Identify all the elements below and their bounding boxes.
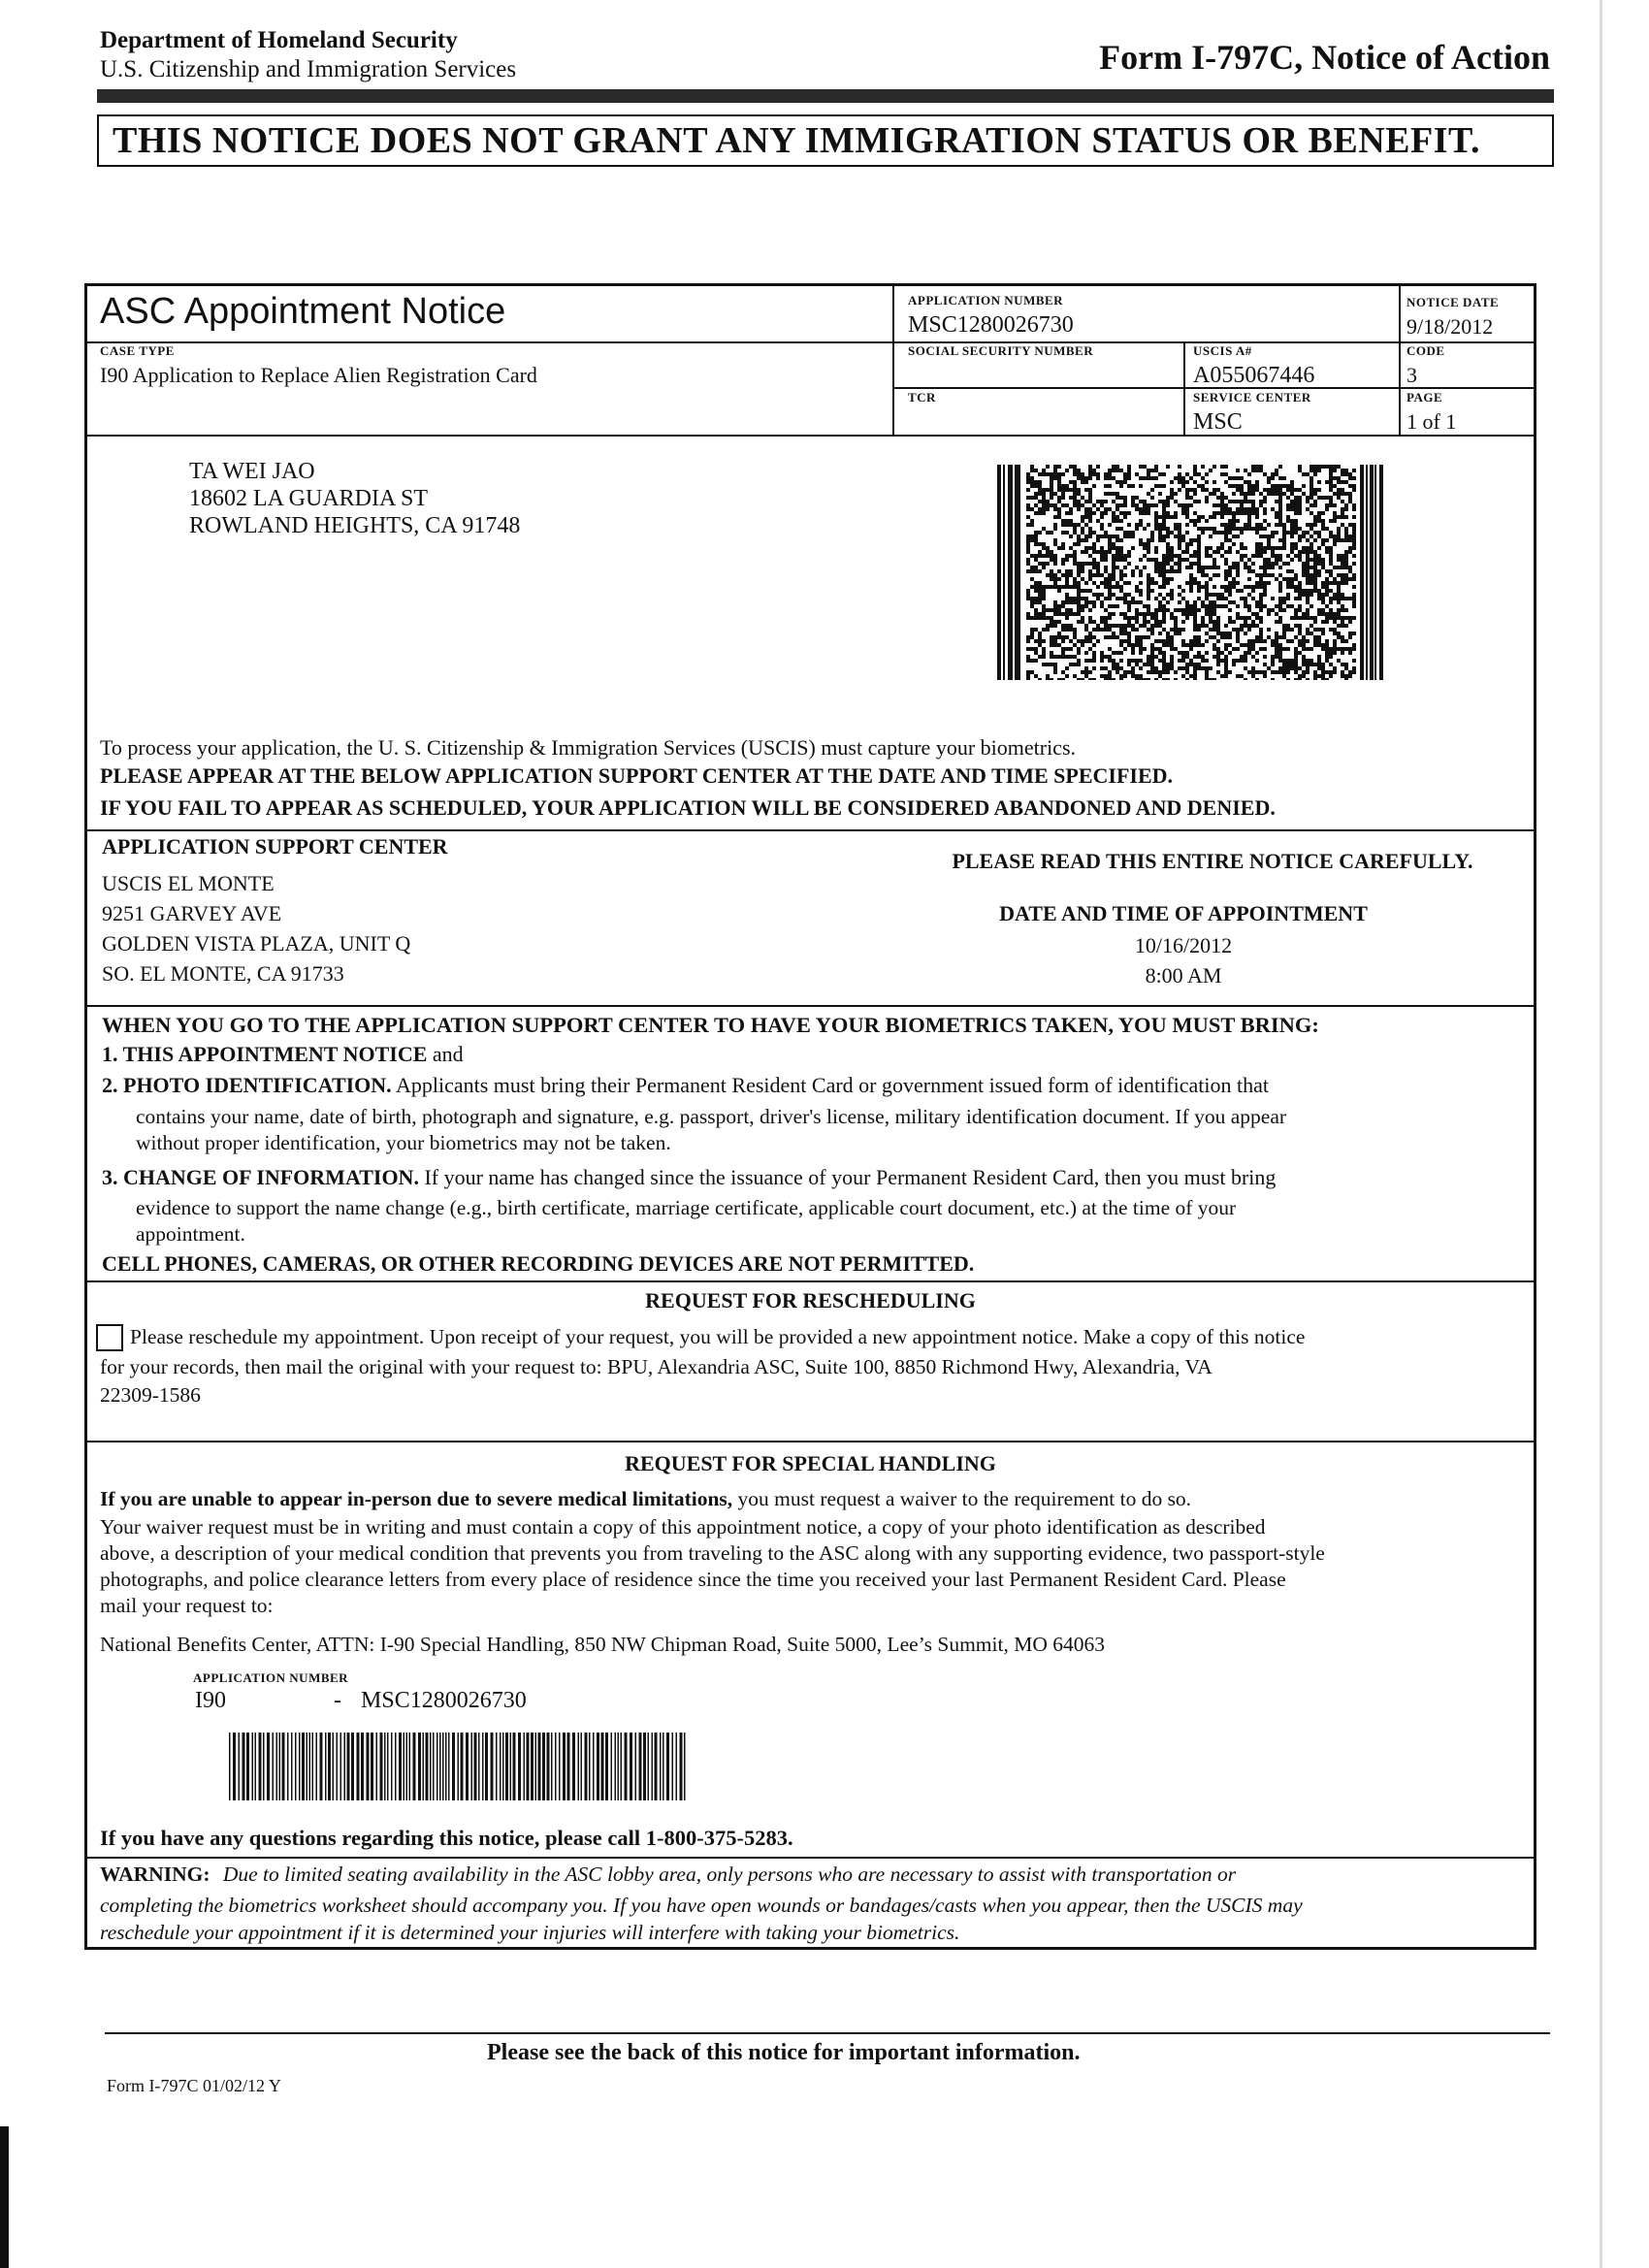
- notice-date-label: NOTICE DATE: [1406, 295, 1500, 309]
- ssn-label: SOCIAL SECURITY NUMBER: [908, 343, 1094, 358]
- back-notice: Please see the back of this notice for important information.: [487, 2040, 1081, 2065]
- uscis-number: A055067446: [1193, 363, 1315, 388]
- scan-edge: [1600, 0, 1602, 2268]
- code-value: 3: [1406, 363, 1417, 387]
- asc-address: [102, 868, 410, 988]
- appointment-heading: DATE AND TIME OF APPOINTMENT: [999, 901, 1368, 925]
- item-title: CHANGE OF INFORMATION.: [123, 1165, 419, 1189]
- 2d-barcode-icon: [997, 465, 1385, 680]
- service-center: MSC: [1193, 409, 1243, 435]
- item-text: If your name has changed since the issuance of your Permanent Resident Card, then you must bring: [418, 1165, 1277, 1189]
- code-label: CODE: [1406, 343, 1445, 358]
- grid-line: [1183, 341, 1185, 437]
- intro-abandon: IF YOU FAIL TO APPEAR AS SCHEDULED, YOUR APPLICATION WILL BE CONSIDERED ABANDONED AND DENIED.: [100, 795, 1276, 820]
- appointment-date: 10/16/2012: [1134, 933, 1233, 957]
- intro-appear: PLEASE APPEAR AT THE BELOW APPLICATION SUPPORT CENTER AT THE DATE AND TIME SPECIFIED.: [100, 763, 1174, 788]
- page-label: PAGE: [1406, 390, 1443, 405]
- form-title: Form I-797C, Notice of Action: [1099, 38, 1550, 77]
- reschedule-line1: Please reschedule my appointment. Upon receipt of your request, you will be provided a new appointment notice. Make a copy of this notice: [130, 1325, 1306, 1348]
- special-body: [100, 1514, 1325, 1619]
- asc-heading: APPLICATION SUPPORT CENTER: [102, 834, 448, 859]
- grid-line: [86, 1280, 1535, 1282]
- form-id: Form I-797C 01/02/12 Y: [107, 2076, 281, 2095]
- asc-city: SO. EL MONTE, CA 91733: [102, 961, 344, 986]
- grid-line: [892, 286, 894, 437]
- recipient-street: 18602 LA GUARDIA ST: [189, 486, 429, 511]
- asc-name: USCIS EL MONTE: [102, 871, 275, 895]
- special-address: National Benefits Center, ATTN: I-90 Special Handling, 850 NW Chipman Road, Suite 5000, Lee’s Summit, MO 64063: [100, 1633, 1105, 1656]
- grid-line: [86, 1857, 1535, 1859]
- reschedule-heading: REQUEST FOR RESCHEDULING: [645, 1288, 976, 1312]
- tcr-label: TCR: [908, 390, 936, 405]
- bring-item-3-line3: appointment.: [136, 1222, 245, 1246]
- notice-date: 9/18/2012: [1406, 314, 1494, 339]
- notice-title: ASC Appointment Notice: [100, 291, 506, 332]
- item-number: 2.: [102, 1073, 118, 1097]
- asc-street: 9251 GARVEY AVE: [102, 901, 282, 925]
- warning-label: WARNING:: [100, 1863, 210, 1886]
- asc-plaza: GOLDEN VISTA PLAZA, UNIT Q: [102, 931, 411, 956]
- barcode-icon: [229, 1733, 687, 1800]
- stub-number: MSC1280026730: [361, 1688, 527, 1713]
- scan-edge: [0, 2126, 9, 2268]
- bring-heading: WHEN YOU GO TO THE APPLICATION SUPPORT CENTER TO HAVE YOUR BIOMETRICS TAKEN, YOU MUST BRING:: [102, 1013, 1319, 1037]
- bring-item-2-line3: without proper identification, your biometrics may not be taken.: [136, 1131, 671, 1154]
- grid-line: [86, 829, 1535, 831]
- special-line2: Your waiver request must be in writing and must contain a copy of this appointment notice, a copy of your photo identification as described: [100, 1515, 1266, 1539]
- agency-subname: U.S. Citizenship and Immigration Services: [100, 56, 517, 82]
- warning-line2: completing the biometrics worksheet should accompany you. If you have open wounds or bandages/casts when you appear, then the USCIS may: [100, 1894, 1303, 1917]
- item-number: 3.: [102, 1165, 118, 1189]
- grid-line: [86, 435, 1535, 437]
- item-title: PHOTO IDENTIFICATION.: [123, 1073, 392, 1097]
- bring-item-2: [102, 1071, 1269, 1100]
- status-banner: THIS NOTICE DOES NOT GRANT ANY IMMIGRATION STATUS OR BENEFIT.: [97, 114, 1554, 167]
- warning-line1: [100, 1860, 1236, 1889]
- warning-text: Due to limited seating availability in the ASC lobby area, only persons who are necessary to assist with transportation or: [222, 1863, 1237, 1886]
- service-center-label: SERVICE CENTER: [1193, 390, 1311, 405]
- item-number: 1.: [102, 1042, 118, 1066]
- bring-item-3: [102, 1163, 1276, 1192]
- case-type-label: CASE TYPE: [100, 343, 175, 358]
- case-type: I90 Application to Replace Alien Registration Card: [100, 363, 537, 387]
- intro-text: To process your application, the U. S. Citizenship & Immigration Services (USCIS) must capture your biometrics.: [100, 735, 1077, 760]
- grid-line: [86, 1441, 1535, 1442]
- questions-line: If you have any questions regarding this notice, please call 1-800-375-5283.: [100, 1826, 793, 1850]
- item-title: THIS APPOINTMENT NOTICE: [122, 1042, 428, 1066]
- special-line1-bold: If you are unable to appear in-person due to severe medical limitations,: [100, 1487, 733, 1510]
- header-bar: [97, 89, 1554, 103]
- stub-separator: -: [334, 1688, 341, 1713]
- special-line1: [100, 1484, 1191, 1513]
- special-line4: photographs, and police clearance letters from every place of residence since the time you received your last Permanent Resident Card. Please: [100, 1568, 1286, 1591]
- bring-item-2-line2: contains your name, date of birth, photograph and signature, e.g. passport, driver's license, military identification document. If you appear: [136, 1105, 1287, 1128]
- special-line1-rest: you must request a waiver to the requirement to do so.: [732, 1487, 1192, 1510]
- stub-form: I90: [195, 1688, 226, 1713]
- recipient-city: ROWLAND HEIGHTS, CA 91748: [189, 513, 521, 538]
- read-notice: PLEASE READ THIS ENTIRE NOTICE CAREFULLY.: [952, 849, 1473, 873]
- reschedule-line2: for your records, then mail the original with your request to: BPU, Alexandria ASC, Suite 100, 8850 Richmond Hwy, Alexandria, VA: [100, 1355, 1212, 1378]
- application-number-label: APPLICATION NUMBER: [908, 293, 1064, 308]
- application-number: MSC1280026730: [908, 312, 1074, 338]
- uscis-number-label: USCIS A#: [1193, 343, 1252, 358]
- grid-line: [86, 341, 1535, 343]
- warning-line3: reschedule your appointment if it is determined your injuries will interfere with taking your biometrics.: [100, 1921, 960, 1944]
- item-text: Applicants must bring their Permanent Resident Card or government issued form of identification that: [391, 1073, 1269, 1097]
- recipient-name: TA WEI JAO: [189, 459, 315, 484]
- reschedule-line3: 22309-1586: [100, 1383, 201, 1407]
- appointment-time: 8:00 AM: [1145, 963, 1222, 988]
- special-line5: mail your request to:: [100, 1594, 274, 1617]
- devices-warning: CELL PHONES, CAMERAS, OR OTHER RECORDING DEVICES ARE NOT PERMITTED.: [102, 1251, 975, 1276]
- bring-item-3-line2: evidence to support the name change (e.g., birth certificate, marriage certificate, applicable court document, etc.) at the time of your: [136, 1196, 1237, 1219]
- agency-name: Department of Homeland Security: [100, 27, 458, 53]
- grid-line: [1399, 286, 1401, 437]
- item-text: and: [427, 1042, 464, 1066]
- recipient-address: [189, 458, 520, 539]
- bring-item-1: [102, 1040, 464, 1069]
- footer-rule: [105, 2032, 1550, 2034]
- special-line3: above, a description of your medical condition that prevents you from traveling to the ASC along with any supporting evidence, two passport-style: [100, 1541, 1325, 1565]
- special-heading: REQUEST FOR SPECIAL HANDLING: [625, 1451, 996, 1475]
- reschedule-checkbox[interactable]: [96, 1324, 123, 1351]
- grid-line: [86, 1005, 1535, 1007]
- stub-app-label: APPLICATION NUMBER: [193, 1670, 349, 1685]
- page-number: 1 of 1: [1406, 409, 1457, 434]
